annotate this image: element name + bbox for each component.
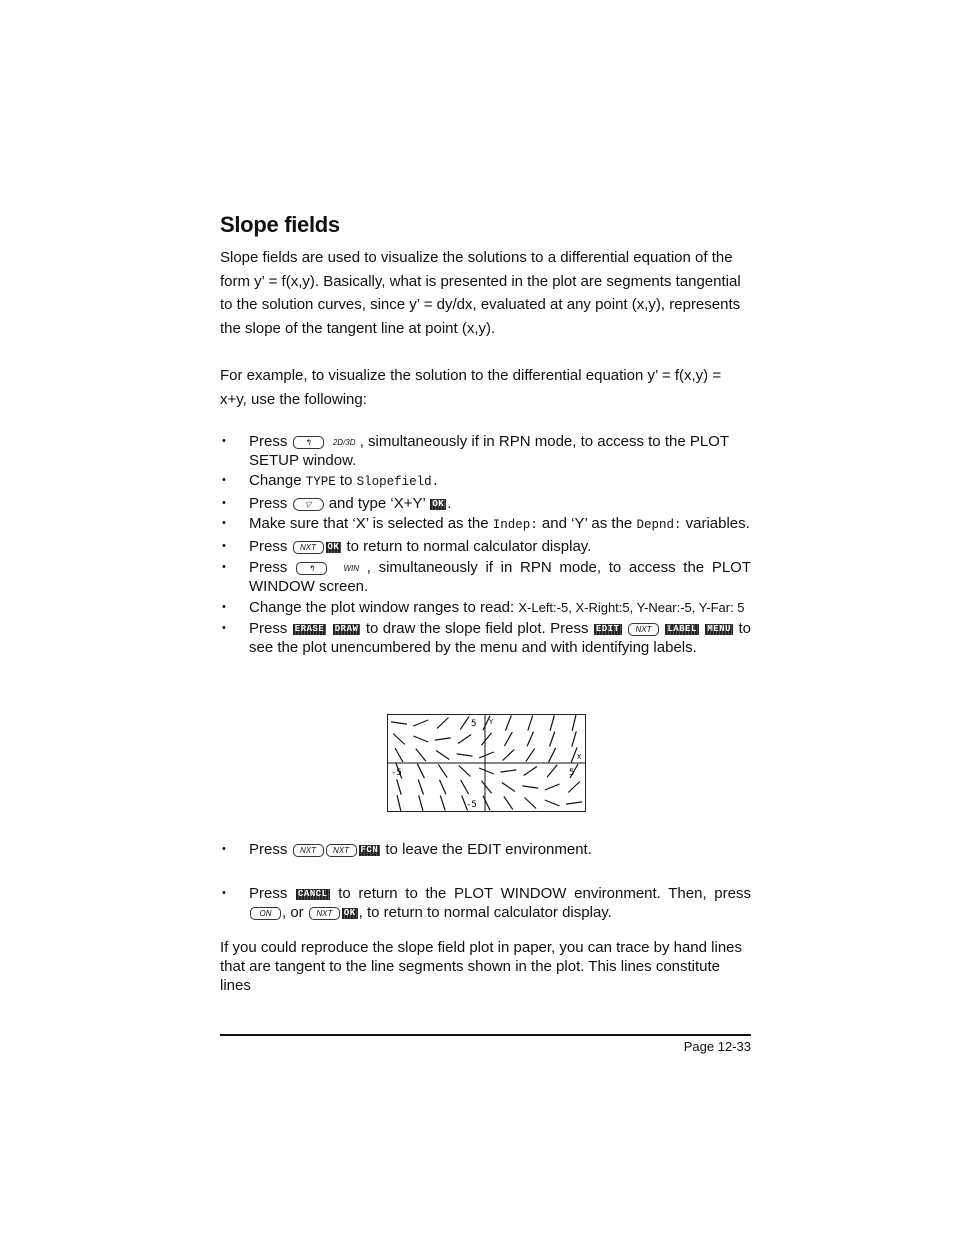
slope-field-plot: [387, 714, 586, 812]
slope-segment: [568, 782, 580, 793]
ok-softkey: OK: [432, 498, 445, 509]
2d3d-key: 2D/3D: [332, 437, 356, 447]
slope-segment: [547, 765, 557, 777]
edit-softkey: EDIT: [595, 623, 620, 634]
slope-segment: [419, 795, 423, 810]
slope-segment: [397, 779, 402, 794]
closing-paragraph: If you could reproduce the slope field plot in paper, you can trace by hand lines that are tangent to the line segments shown in the plot. This lines constitute lines: [220, 939, 743, 994]
nxt-key: NXT: [628, 623, 659, 636]
left-shift-key: ↰: [296, 562, 327, 575]
slope-segment: [504, 732, 512, 746]
slope-segment: [440, 795, 445, 810]
slope-segment: [438, 764, 447, 777]
slope-segment: [413, 736, 428, 742]
step-draw-plot: • Press ERASE DRAW to draw the slope field plot. Press EDIT NXT LABEL MENU to see the plot unencumbered by the menu and with identifying labels.: [220, 619, 751, 657]
label-softkey: LABEL: [667, 623, 697, 634]
y-axis-label: Y: [489, 718, 494, 726]
nxt-key: NXT: [293, 844, 324, 857]
step-list-2: [220, 840, 751, 922]
slope-segment: [522, 786, 538, 788]
nxt-key: NXT: [293, 541, 324, 554]
slope-segment: [391, 722, 407, 724]
nxt-key: NXT: [326, 844, 357, 857]
slope-segment: [483, 796, 490, 810]
step-type-expression: • Press ▽ and type ‘X+Y’ OK .: [220, 494, 751, 513]
slope-segment: [526, 748, 535, 761]
slope-segment: [436, 751, 449, 760]
section-heading: Slope fields: [220, 212, 340, 237]
example-paragraph: For example, to visualize the solution to the differential equation y’ = f(x,y) = x+y, use the following:: [220, 367, 722, 408]
step-cancel: • Press CANCL to return to the PLOT WINDOW environment. Then, press ON , or NXT OK , to return to normal calculator display.: [220, 884, 751, 922]
menu-softkey: MENU: [707, 623, 732, 634]
step-plot-window: • Press ↰ WIN , simultaneously if in RPN mode, to access the PLOT WINDOW screen.: [220, 558, 751, 596]
slope-segment: [506, 716, 512, 731]
x-right-label: 5: [569, 768, 575, 778]
nxt-key: NXT: [309, 907, 340, 920]
slope-segment: [457, 754, 473, 756]
slope-segment: [460, 716, 469, 729]
intro-paragraph: Slope fields are used to visualize the solutions to a differential equation of the form y’ = f(x,y). Basically, what is presented in the plot are segments tangential to the solution curves, since y’ = dy/dx, evaluated at any point (x,y), represents the slope of the tangent line at point (x,y).: [220, 249, 741, 337]
ok-softkey: OK: [343, 907, 356, 918]
fcn-softkey: FCN: [360, 844, 379, 855]
slope-segment: [435, 738, 451, 740]
left-shift-key: ↰: [293, 436, 324, 449]
slope-segment: [550, 732, 555, 747]
slope-field-svg: [388, 715, 585, 811]
y-top-label: 5: [471, 719, 477, 729]
slope-segment: [397, 795, 401, 811]
slope-segment: [550, 715, 554, 730]
on-key: ON: [250, 907, 281, 920]
slope-segment: [393, 734, 405, 745]
slope-segment: [417, 764, 424, 778]
slope-segment: [572, 731, 577, 746]
erase-softkey: ERASE: [294, 623, 325, 634]
x-axis-label: X: [577, 753, 582, 761]
slope-segment: [440, 780, 446, 795]
step-window-ranges: • Change the plot window ranges to read: X-Left:-5, X-Right:5, Y-Near:-5, Y-Far: 5: [220, 598, 751, 617]
slope-segment: [479, 752, 494, 758]
ok-softkey: OK: [327, 541, 340, 552]
slope-segment: [413, 720, 428, 726]
step-select-variables: • Make sure that ‘X’ is selected as the Indep: and ‘Y’ as the Depnd: variables.: [220, 514, 751, 535]
slope-segment: [524, 767, 537, 776]
slope-segment: [416, 749, 426, 761]
slope-segment: [503, 750, 515, 761]
footer-rule: [220, 1034, 751, 1036]
step-plot-setup: • Press ↰ 2D/3D , simultaneously if in RPN mode, to access to the PLOT SETUP window.: [220, 432, 751, 470]
page-number: Page 12-33: [683, 1039, 751, 1054]
slope-segment: [545, 800, 560, 806]
draw-softkey: DRAW: [334, 623, 359, 634]
slope-segment: [437, 718, 449, 729]
slope-segment: [479, 768, 494, 774]
slope-segment: [502, 783, 515, 792]
slope-segment: [481, 781, 491, 793]
slope-segment: [501, 770, 517, 772]
slope-segment: [504, 796, 513, 809]
step-return-display: • Press NXT OK to return to normal calculator display.: [220, 537, 751, 556]
slope-segment: [458, 735, 471, 744]
cancel-softkey: CANCL: [298, 888, 328, 899]
slope-segment: [528, 715, 533, 730]
down-arrow-key: ▽: [293, 498, 324, 511]
slope-segment: [545, 784, 560, 790]
slope-segment: [572, 715, 576, 731]
step-list-1: [220, 432, 751, 657]
slope-segment: [527, 732, 533, 747]
slope-segment: [566, 802, 582, 804]
x-left-label: -5: [391, 768, 402, 778]
slope-segment: [418, 780, 423, 795]
win-key: WIN: [343, 563, 359, 573]
slope-segment: [525, 798, 537, 809]
slope-segment: [481, 733, 491, 745]
slope-segment: [395, 748, 403, 762]
y-bottom-label: -5: [466, 800, 477, 810]
slope-segment: [549, 748, 556, 762]
step-change-type: • Change TYPE to Slopefield.: [220, 471, 751, 492]
step-leave-edit: • Press NXT NXT FCN to leave the EDIT environment.: [220, 840, 751, 859]
slope-segment: [461, 780, 469, 794]
slope-segment: [459, 766, 471, 777]
